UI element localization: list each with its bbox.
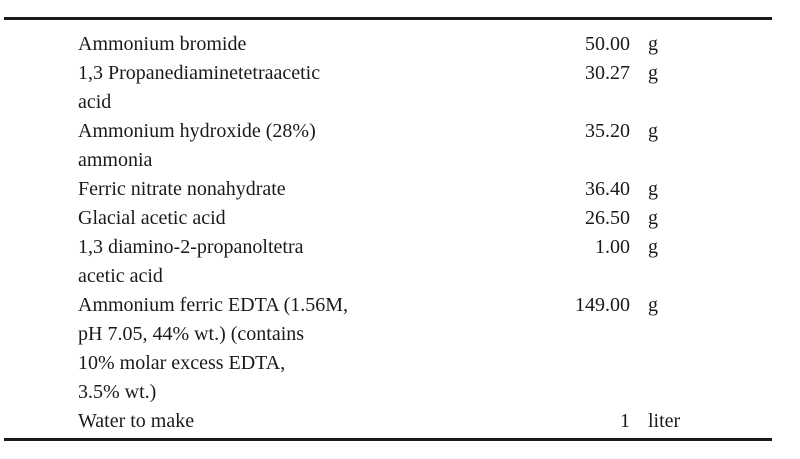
ingredient-quantity: 1: [620, 410, 630, 432]
ingredient-quantity: 26.50: [585, 207, 630, 229]
ingredient-quantity: 30.27: [585, 62, 630, 84]
ingredient-name: [78, 407, 194, 436]
ingredient-quantity: 36.40: [585, 178, 630, 200]
ingredient-name: [78, 204, 226, 233]
ingredient-name: [78, 59, 320, 117]
ingredient-quantity: 1.00: [595, 236, 630, 258]
ingredient-name-line: Glacial acetic acid: [78, 207, 226, 229]
ingredient-name-line: 1,3 Propanediaminetetraacetic: [78, 62, 321, 84]
ingredient-name-line: Ammonium ferric EDTA (1.56M,: [78, 294, 349, 316]
ingredient-unit: g: [648, 62, 658, 84]
ingredient-name-line: 1,3 diamino-2-propanoltetra: [78, 236, 304, 258]
ingredient-quantity: 35.20: [585, 120, 630, 142]
ingredient-name-line: ammonia: [78, 149, 153, 171]
ingredient-name-line: Ferric nitrate nonahydrate: [78, 178, 286, 200]
ingredient-unit: g: [648, 207, 658, 229]
ingredient-name: [78, 175, 286, 204]
ingredient-name-line: Ammonium bromide: [78, 33, 247, 55]
ingredient-unit: g: [648, 33, 658, 55]
ingredient-name-line: acid: [78, 91, 112, 113]
ingredient-unit: g: [648, 294, 658, 316]
ingredient-name: [78, 117, 316, 175]
ingredient-unit: liter: [648, 410, 681, 432]
ingredient-quantity: 50.00: [585, 33, 630, 55]
ingredient-name: [78, 233, 304, 291]
ingredient-name-line: acetic acid: [78, 265, 163, 287]
ingredient-unit: g: [648, 120, 658, 142]
ingredient-unit: g: [648, 236, 658, 258]
ingredient-name-line: Water to make: [78, 410, 195, 432]
ingredient-unit: g: [648, 178, 658, 200]
ingredient-name-line: pH 7.05, 44% wt.) (contains: [78, 323, 305, 345]
table-top-rule: [4, 17, 772, 20]
ingredient-name-line: Ammonium hydroxide (28%): [78, 120, 316, 142]
table-bottom-rule: [4, 438, 772, 441]
ingredient-name-line: 10% molar excess EDTA,: [78, 352, 286, 374]
ingredient-name: [78, 30, 246, 59]
ingredient-quantity: 149.00: [575, 294, 630, 316]
ingredient-name-line: 3.5% wt.): [78, 381, 157, 403]
ingredient-name: [78, 291, 348, 407]
